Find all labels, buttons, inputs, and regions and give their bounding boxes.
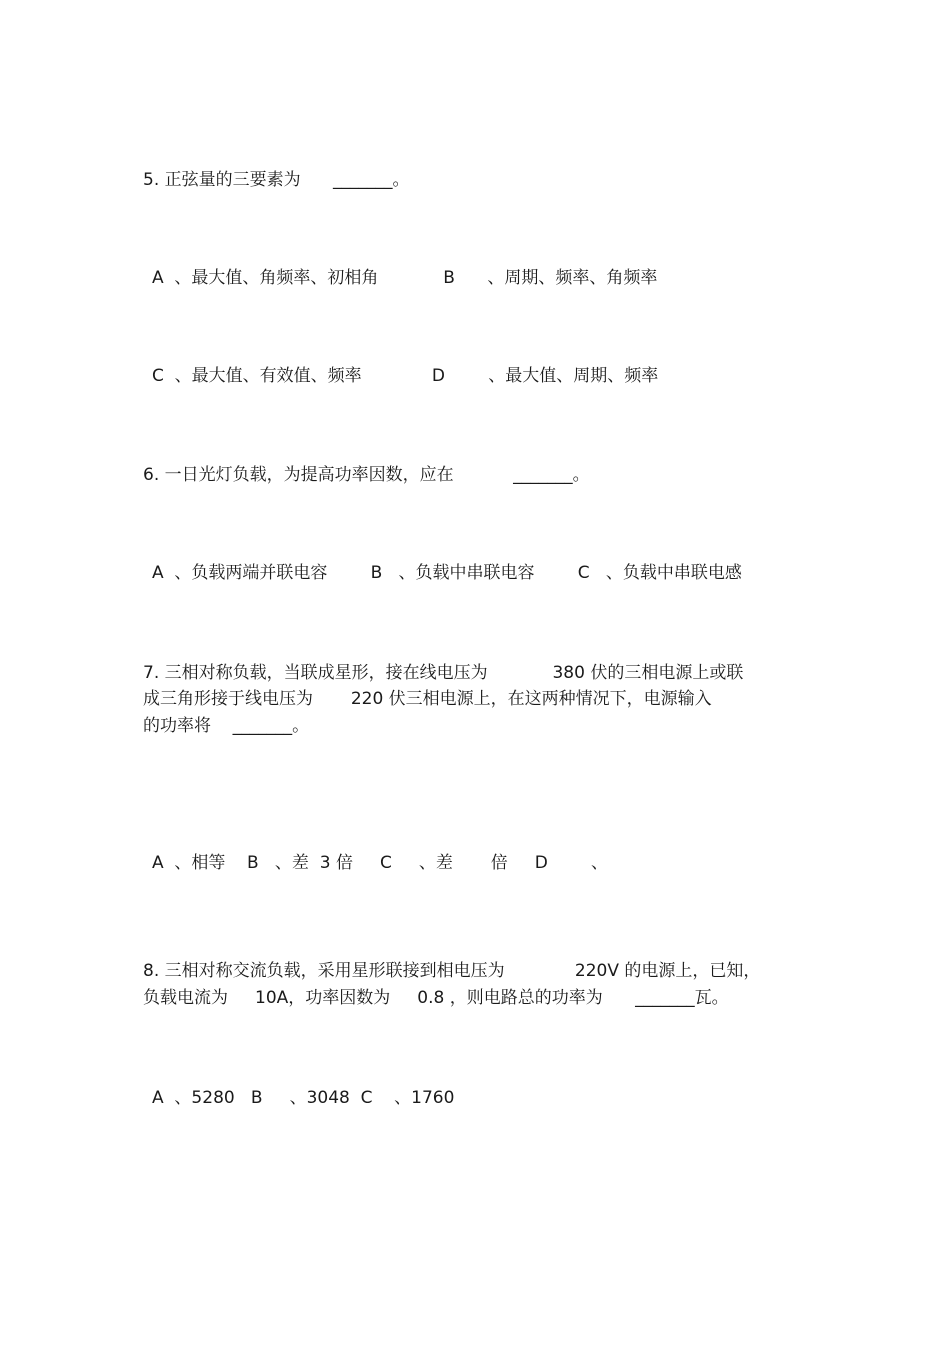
question-8-options: A 、5280 B 、3048 C 、1760	[152, 1088, 455, 1108]
question-6-options: A 、负载两端并联电容 B 、负载中串联电容 C 、负载中串联电感	[152, 563, 742, 583]
question-5-stem: 5. 正弦量的三要素为 _______。	[143, 170, 410, 190]
question-8-stem-line-1: 8. 三相对称交流负载，采用星形联接到相电压为 220V 的电源上，已知，	[143, 961, 761, 981]
question-6-stem: 6. 一日光灯负载，为提高功率因数，应在 _______。	[143, 465, 590, 485]
question-5-options-ab: A 、最大值、角频率、初相角 B 、周期、频率、角频率	[152, 268, 658, 288]
question-5-options-cd: C 、最大值、有效值、频率 D 、最大值、周期、频率	[152, 366, 659, 386]
question-8-stem-line-2: 负载电流为 10A，功率因数为 0.8 ，则电路总的功率为 _______瓦。	[143, 988, 729, 1008]
question-7-options: A 、相等 B 、差 3 倍 C 、差 倍 D 、	[152, 853, 609, 873]
question-7-stem-line-3: 的功率将 _______。	[143, 716, 310, 736]
question-7-stem-line-2: 成三角形接于线电压为 220 伏三相电源上，在这两种情况下，电源输入	[143, 689, 712, 709]
question-7-stem-line-1: 7. 三相对称负载，当联成星形，接在线电压为 380 伏的三相电源上或联	[143, 663, 744, 683]
